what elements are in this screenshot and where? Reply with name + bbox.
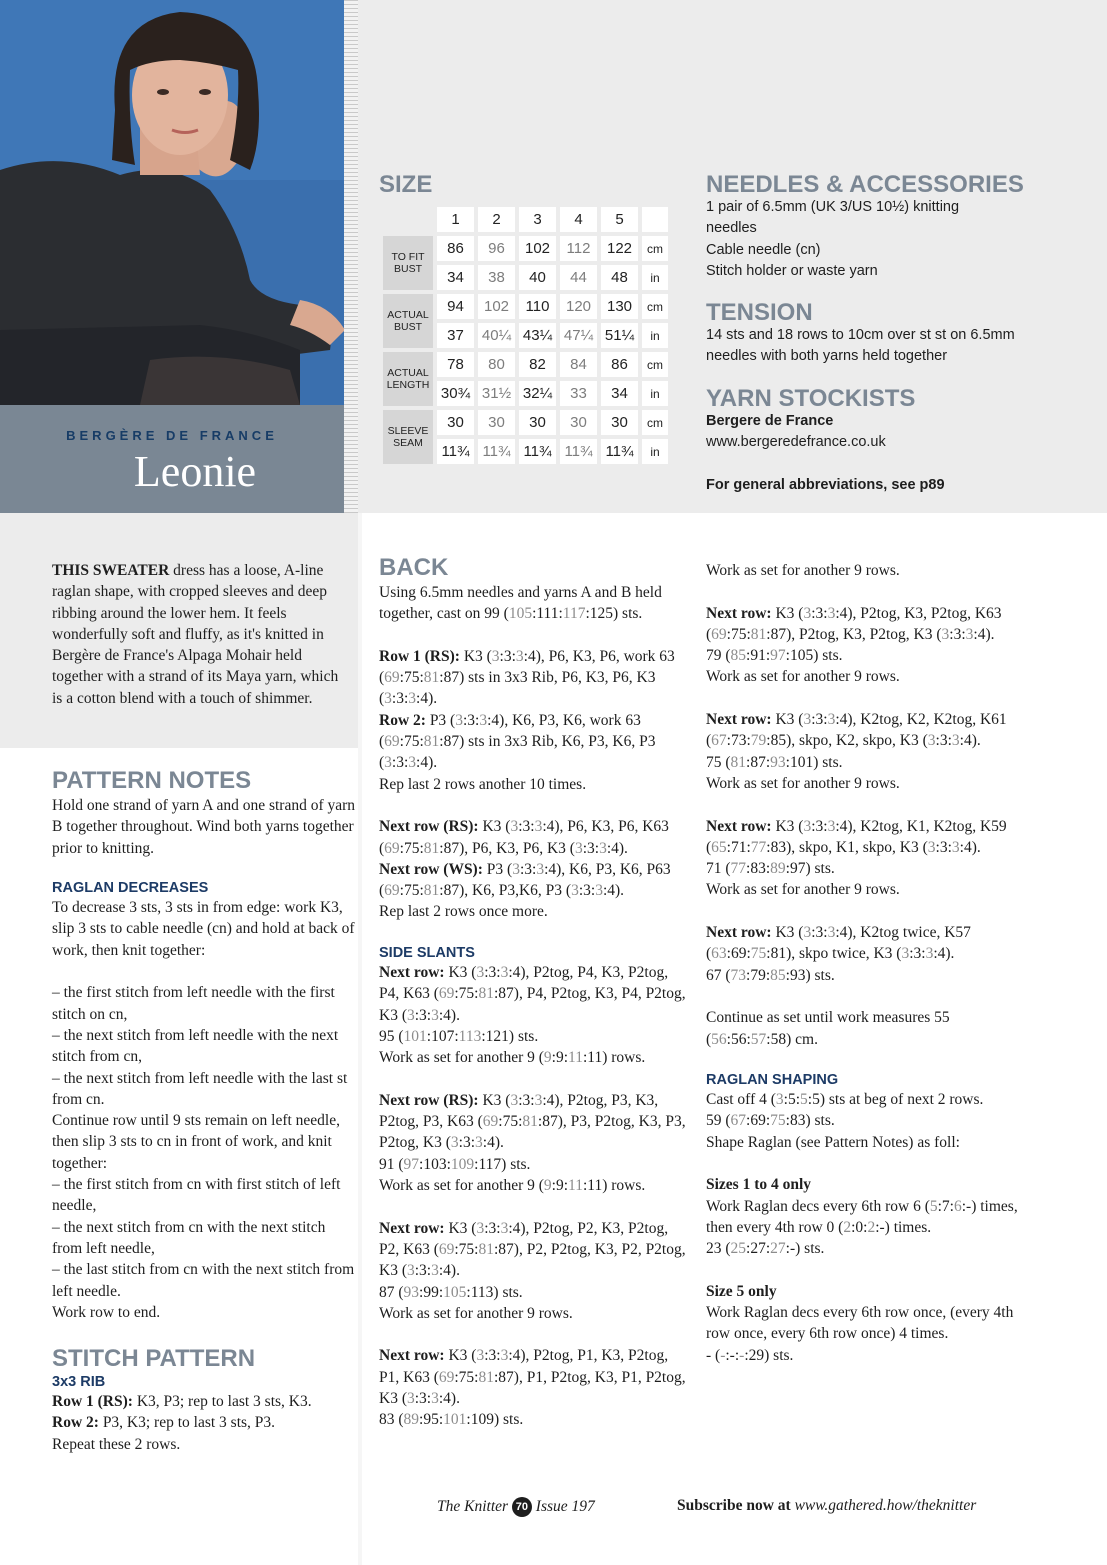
slant-4: Next row: K3 (3:3:3:4), P2tog, P1, K3, P2tog, P1, K63 (69:75:81:87), P1, P2tog, K3, P1, P2tog, K3 (3:3:3:4). [379,1347,686,1407]
slant-2: Next row (RS): K3 (3:3:3:4), P2tog, P3, K3, P2tog, P3, K63 (69:75:81:87), P3, P2tog, K3, P3, P2tog, K3 (3:3:3:4). [379,1091,686,1152]
size-table [379,203,672,468]
raglan-mid: Continue row until 9 sts remain on left needle, then slip 3 sts to cn in front of work, and knit together: [52,1112,340,1172]
size-unit: in [642,439,668,464]
size-number: 3 [519,207,556,232]
cast-off-count: 59 (67:69:75:83) sts. [706,1112,835,1130]
size-value: 51¼ [601,323,638,348]
magazine-name: The Knitter [437,1498,509,1515]
size-value: 32¼ [519,381,556,406]
abbreviations-note: For general abbreviations, see p89 [706,477,945,493]
slant-2-work: Work as set for another 9 (9:9:11:11) rows. [379,1177,646,1195]
slant-1: Next row: K3 (3:3:3:4), P2tog, P4, K3, P2tog, P4, K63 (69:75:81:87), P4, P2tog, K3, P4, P2tog, K3 (3:3:3:4). [379,964,686,1024]
dec-1-work: Work as set for another 9 rows. [706,668,900,686]
size-value: 112 [560,236,597,261]
pattern-notes-text: Hold one strand of yarn A and one strand of yarn B together throughout. Wind both yarns together prior to knitting. [52,797,356,857]
size-value: 11¾ [478,439,515,464]
size-label-line: BUST [393,321,422,333]
size-label-line: ACTUAL [387,309,429,321]
size-row-label [383,352,433,406]
footer-magazine [437,1497,595,1517]
size-value: 30 [437,410,474,435]
needles-line: Stitch holder or waste yarn [706,262,878,279]
size-value: 86 [437,236,474,261]
needles-line: 1 pair of 6.5mm (UK 3/US 10½) knitting needles [706,199,960,237]
dec-3-work: Work as set for another 9 rows. [706,881,900,899]
size-value: 11¾ [437,439,474,464]
sizes-1-4-count: 23 (25:27:27:-) sts. [706,1240,825,1258]
rib-row2-label: Row 2: [52,1414,99,1432]
size-unit: cm [642,410,668,435]
size-label-line: TO FIT [391,251,425,263]
size-value: 47¼ [560,323,597,348]
size-value: 122 [601,236,638,261]
size-5-heading: Size 5 only [706,1282,777,1300]
size-row [383,352,668,377]
dec-1: Next row: K3 (3:3:3:4), P2tog, K3, P2tog, K63 (69:75:81:87), P2tog, K3, P2tog, K3 (3:3:3:4). [706,604,1002,643]
slant-3-count: 87 (93:99:105:113) sts. [379,1283,523,1301]
size-value: 33 [560,381,597,406]
footer-subscribe [677,1497,976,1515]
zigzag-border [344,0,358,513]
back-rep: Rep last 2 rows another 10 times. [379,775,587,793]
rib-row1: K3, P3; rep to last 3 sts, K3. [132,1393,312,1410]
size-value: 102 [478,294,515,319]
back-row1: Row 1 (RS): K3 (3:3:3:4), P6, K3, P6, work 63 (69:75:81:87) sts in 3x3 Rib, P6, K3, P6, K3 (3:3:3:4). [379,647,675,708]
rib-row1-label: Row 1 (RS): [52,1393,133,1410]
size-corner [383,207,433,232]
back-row2: Row 2: P3 (3:3:3:4), K6, P3, K6, work 63 (69:75:81:87) sts in 3x3 Rib, K6, P3, K6, P3 (3:3:3:4). [379,711,656,772]
size-value: 94 [437,294,474,319]
size-value: 44 [560,265,597,290]
sizes-1-4-heading: Sizes 1 to 4 only [706,1176,812,1194]
size-value: 30 [519,410,556,435]
size-label-line: SEAM [393,437,423,449]
size-value: 11¾ [560,439,597,464]
needles-heading: NEEDLES & ACCESSORIES [706,171,1024,198]
rib-row2: P3, K3; rep to last 3 sts, P3. [98,1414,276,1432]
dec-2-count: 75 (81:87:93:101) sts. [706,753,843,771]
size-label-line: SLEEVE [387,425,429,437]
size-label-line: ACTUAL [387,367,429,379]
size-header-row [383,207,668,232]
size-unit: cm [642,294,668,319]
raglan-list-item: – the next stitch from left needle with the last st from cn. [52,1069,348,1108]
size-value: 120 [560,294,597,319]
size-value: 30 [560,410,597,435]
size-value: 34 [437,265,474,290]
subscribe-url[interactable]: www.gathered.how/theknitter [794,1497,977,1514]
size-number: 1 [437,207,474,232]
dec-2-work: Work as set for another 9 rows. [706,774,900,792]
model-photo [0,0,344,405]
size-value: 130 [601,294,638,319]
size-value: 96 [478,236,515,261]
needles-line: Cable needle (cn) [706,241,821,258]
size-row [383,294,668,319]
raglan-decreases-heading: RAGLAN DECREASES [52,880,209,897]
size-number: 5 [601,207,638,232]
size-value: 43¼ [519,323,556,348]
size-value: 86 [601,352,638,377]
stockist-name: Bergere de France [706,413,834,429]
slant-4-count: 83 (89:95:101:109) sts. [379,1411,524,1429]
back-heading: BACK [379,554,449,581]
back-next-rs: Next row (RS): K3 (3:3:3:4), P6, K3, P6, K63 (69:75:81:87), P6, K3, P6, K3 (3:3:3:4). [379,818,669,857]
dec-4: Next row: K3 (3:3:3:4), K2tog twice, K57 (63:69:75:81), skpo twice, K3 (3:3:3:4). [706,924,971,963]
raglan-shaping-heading: RAGLAN SHAPING [706,1072,839,1089]
size-value: 11¾ [519,439,556,464]
size-unit: in [642,265,668,290]
shape-raglan: Shape Raglan (see Pattern Notes) as foll: [706,1133,960,1151]
continue-measure: Continue as set until work measures 55 (56:56:57:58) cm. [706,1009,950,1048]
intro-text [52,560,342,709]
slant-3-work: Work as set for another 9 rows. [379,1304,573,1322]
size-value: 30 [478,410,515,435]
raglan-intro: To decrease 3 sts, 3 sts in from edge: work K3, slip 3 sts to cable needle (cn) and hold at back of work, then knit together: [52,899,355,959]
pattern-notes [52,795,358,1323]
size-value: 80 [478,352,515,377]
subscribe-label: Subscribe now at [677,1497,791,1514]
brand-name: BERGÈRE DE FRANCE [66,428,278,443]
slant-3: Next row: K3 (3:3:3:4), P2tog, P2, K3, P2tog, P2, K63 (69:75:81:87), P2, P2tog, K3, P2, P2tog, K3 (3:3:3:4). [379,1219,686,1280]
size-value: 11¾ [601,439,638,464]
stockists-heading: YARN STOCKISTS [706,385,916,412]
column-divider [358,513,362,1565]
size-row [383,236,668,261]
raglan-list-item: – the next stitch from cn with the next stitch from left needle, [52,1218,326,1257]
size-number: 4 [560,207,597,232]
tension-heading: TENSION [706,299,813,326]
size-value: 102 [519,236,556,261]
raglan-list-item: – the first stitch from left needle with the first stitch on cn, [52,984,335,1023]
stitch-pattern [52,1373,352,1455]
raglan-end: Work row to end. [52,1303,161,1321]
size-label-line: LENGTH [386,379,430,391]
back-continued [706,560,1036,1366]
back-instructions [379,582,689,1431]
size-row-label [383,236,433,290]
size-5-text: Work Raglan decs every 6th row once, (every 4th row once, every 6th row once) 4 times. [706,1304,1014,1343]
size-unit: cm [642,352,668,377]
intro-lead: THIS SWEATER [52,562,170,579]
size-5-count: - (-:-:-:29) sts. [706,1346,794,1364]
stitch-pattern-heading: STITCH PATTERN [52,1345,256,1372]
size-value: 40 [519,265,556,290]
size-unit: in [642,381,668,406]
slant-1-work: Work as set for another 9 (9:9:11:11) rows. [379,1049,646,1067]
size-value: 30 [601,410,638,435]
size-value: 110 [519,294,556,319]
raglan-list-item: – the next stitch from left needle with the next stitch from cn, [52,1026,339,1066]
size-value: 82 [519,352,556,377]
pattern-notes-heading: PATTERN NOTES [52,767,252,794]
size-label-line: BUST [393,263,422,275]
needles-list [706,197,996,282]
size-number: 2 [478,207,515,232]
dec-4-count: 67 (73:79:85:93) sts. [706,966,835,984]
back-rep-once: Rep last 2 rows once more. [379,903,548,921]
design-title: Leonie [133,447,257,496]
stockist-url[interactable]: www.bergeredefrance.co.uk [706,434,886,450]
size-row [383,410,668,435]
rib-heading: 3x3 RIB [52,1374,106,1390]
issue-number: Issue 197 [535,1498,595,1515]
size-value: 30¾ [437,381,474,406]
size-unit: cm [642,236,668,261]
side-slants-heading: SIDE SLANTS [379,945,475,962]
slant-1-count: 95 (101:107:113:121) sts. [379,1027,539,1045]
back-cast-on: Using 6.5mm needles and yarns A and B held together, cast on 99 (105:111:117:125) sts. [379,584,662,623]
dec-2: Next row: K3 (3:3:3:4), K2tog, K2, K2tog, K61 (67:73:79:85), skpo, K2, skpo, K3 (3:3:3:4). [706,711,1007,750]
rib-repeat: Repeat these 2 rows. [52,1435,181,1453]
sizes-1-4-text: Work Raglan decs every 6th row 6 (5:7:6:-) times, then every 4th row 0 (2:0:2:-) times. [706,1197,1018,1236]
page-number: 70 [512,1497,532,1517]
tension-text: 14 sts and 18 rows to 10cm over st st on 6.5mm needles with both yarns held together [706,327,1015,365]
intro-body: dress has a loose, A-line raglan shape, with cropped sleeves and deep ribbing around the lower hem. It feels wonderfully soft and fluffy, as it's knitted in Bergère de France's Alpaga Mohair held together with a strand of its Maya yarn, which is a cotton blend with a touch of shimmer. [52,562,339,707]
size-value: 38 [478,265,515,290]
size-value: 31½ [478,381,515,406]
raglan-list-item: – the last stitch from cn with the next stitch from left needle. [52,1261,355,1300]
size-row-label [383,294,433,348]
dec-3-count: 71 (77:83:89:97) sts. [706,860,835,878]
slant-2-count: 91 (97:103:109:117) sts. [379,1155,531,1173]
size-value: 48 [601,265,638,290]
size-value: 37 [437,323,474,348]
size-value: 78 [437,352,474,377]
cont-work-1: Work as set for another 9 rows. [706,562,900,579]
size-unit: in [642,323,668,348]
raglan-list-item: – the first stitch from cn with first stitch of left needle, [52,1176,341,1215]
dec-3: Next row: K3 (3:3:3:4), K2tog, K1, K2tog, K59 (65:71:77:83), skpo, K1, skpo, K3 (3:3:3:4). [706,817,1007,856]
size-value: 34 [601,381,638,406]
size-value: 40¼ [478,323,515,348]
cast-off: Cast off 4 (3:5:5:5) sts at beg of next 2 rows. [706,1091,984,1109]
back-next-ws: Next row (WS): P3 (3:3:3:4), K6, P3, K6, P63 (69:75:81:87), K6, P3,K6, P3 (3:3:3:4). [379,860,671,900]
size-value: 84 [560,352,597,377]
size-unit-blank [642,207,668,232]
dec-1-count: 79 (85:91:97:105) sts. [706,647,843,665]
size-heading: SIZE [379,171,433,198]
size-row-label [383,410,433,464]
